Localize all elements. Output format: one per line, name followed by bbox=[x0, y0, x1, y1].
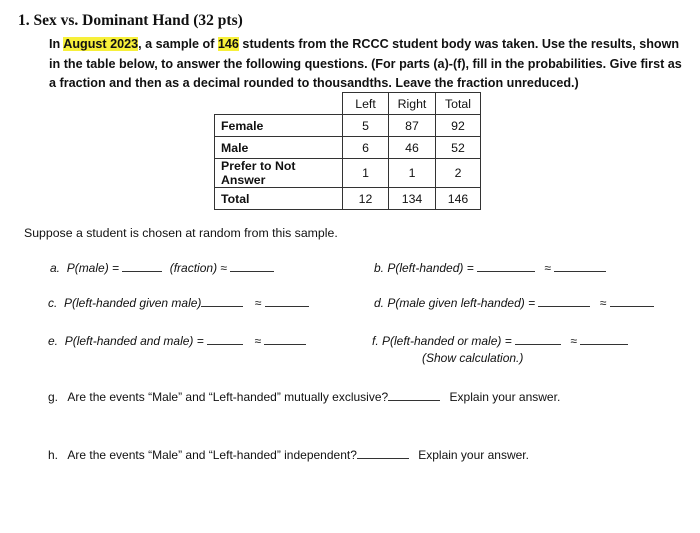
header-left: Left bbox=[343, 93, 389, 115]
question-a-label: a. bbox=[50, 261, 61, 275]
table-cell: 1 bbox=[343, 159, 389, 188]
answer-blank[interactable] bbox=[201, 296, 243, 307]
question-h-label: h. bbox=[48, 448, 59, 462]
table-cell: 6 bbox=[343, 137, 389, 159]
table-row bbox=[215, 159, 481, 188]
row-label-prefer-not: Prefer to Not Answer bbox=[215, 159, 343, 188]
intro-text-2: , a sample of bbox=[138, 37, 218, 51]
answer-blank[interactable] bbox=[264, 334, 306, 345]
problem-title: 1. Sex vs. Dominant Hand (32 pts) bbox=[18, 12, 243, 29]
table-cell: 5 bbox=[343, 115, 389, 137]
row-label-male: Male bbox=[215, 137, 343, 159]
contingency-table bbox=[214, 92, 481, 210]
question-e-text: P(left-handed and male) = bbox=[64, 334, 208, 348]
answer-blank[interactable] bbox=[122, 261, 162, 272]
highlighted-month: August 2023 bbox=[63, 37, 139, 51]
approx-symbol: ≈ bbox=[254, 296, 262, 310]
table-cell: 87 bbox=[389, 115, 436, 137]
suppose-text: Suppose a student is chosen at random from this sample. bbox=[24, 226, 338, 240]
answer-blank[interactable] bbox=[230, 261, 274, 272]
problem-intro bbox=[49, 35, 689, 94]
question-a bbox=[50, 261, 274, 275]
intro-text-3: students from the RCCC student body was taken. Use the results, shown in the table below, to answer the following questions. (For parts (a)-(f), fill in the probabilities. Give first as a fraction and then as a decimal rounded to thousandths. Leave the fraction unreduced.) bbox=[49, 37, 682, 90]
question-g-text: Are the events “Male” and “Left-handed” mutually exclusive? bbox=[67, 390, 389, 404]
approx-symbol: ≈ bbox=[544, 261, 551, 275]
approx-symbol: ≈ bbox=[570, 334, 578, 348]
answer-blank[interactable] bbox=[265, 296, 309, 307]
row-label-total: Total bbox=[215, 188, 343, 210]
question-e-label: e. bbox=[48, 334, 59, 348]
question-h-text: Are the events “Male” and “Left-handed” independent? bbox=[67, 448, 357, 462]
answer-blank[interactable] bbox=[207, 334, 243, 345]
answer-blank[interactable] bbox=[538, 296, 590, 307]
question-g bbox=[48, 390, 560, 404]
table-cell: 46 bbox=[389, 137, 436, 159]
question-f-note: (Show calculation.) bbox=[422, 351, 524, 365]
row-label-female: Female bbox=[215, 115, 343, 137]
table-cell: 12 bbox=[343, 188, 389, 210]
answer-blank[interactable] bbox=[357, 448, 409, 459]
intro-text-1: In bbox=[49, 37, 64, 51]
answer-blank[interactable] bbox=[515, 334, 561, 345]
table-cell: 146 bbox=[436, 188, 481, 210]
question-g-explain: Explain your answer. bbox=[449, 390, 561, 404]
question-d bbox=[374, 296, 654, 310]
answer-blank[interactable] bbox=[580, 334, 628, 345]
highlighted-sample-size: 146 bbox=[217, 37, 239, 51]
question-a-fraction: (fraction) ≈ bbox=[169, 261, 227, 275]
approx-symbol: ≈ bbox=[254, 334, 262, 348]
question-d-text: d. P(male given left-handed) = bbox=[374, 296, 539, 310]
question-f bbox=[372, 334, 628, 348]
header-total: Total bbox=[436, 93, 481, 115]
answer-blank[interactable] bbox=[388, 390, 440, 401]
question-e bbox=[48, 334, 306, 348]
question-b-text: b. P(left-handed) = bbox=[374, 261, 478, 275]
question-g-label: g. bbox=[48, 390, 59, 404]
header-right: Right bbox=[389, 93, 436, 115]
approx-symbol: ≈ bbox=[599, 296, 607, 310]
question-b bbox=[374, 261, 606, 275]
table-cell: 92 bbox=[436, 115, 481, 137]
table-row bbox=[215, 137, 481, 159]
table-row bbox=[215, 115, 481, 137]
question-c bbox=[48, 296, 309, 310]
table-cell: 2 bbox=[436, 159, 481, 188]
table-cell: 134 bbox=[389, 188, 436, 210]
question-h-explain: Explain your answer. bbox=[418, 448, 529, 462]
question-f-text: f. P(left-handed or male) = bbox=[372, 334, 516, 348]
question-c-text: P(left-handed given male) bbox=[64, 296, 202, 310]
table-cell: 1 bbox=[389, 159, 436, 188]
table-row bbox=[215, 188, 481, 210]
question-c-label: c. bbox=[48, 296, 58, 310]
table-header-row bbox=[215, 93, 481, 115]
answer-blank[interactable] bbox=[554, 261, 606, 272]
question-h bbox=[48, 448, 529, 462]
answer-blank[interactable] bbox=[610, 296, 654, 307]
question-a-text: P(male) = bbox=[66, 261, 123, 275]
table-cell: 52 bbox=[436, 137, 481, 159]
answer-blank[interactable] bbox=[477, 261, 535, 272]
